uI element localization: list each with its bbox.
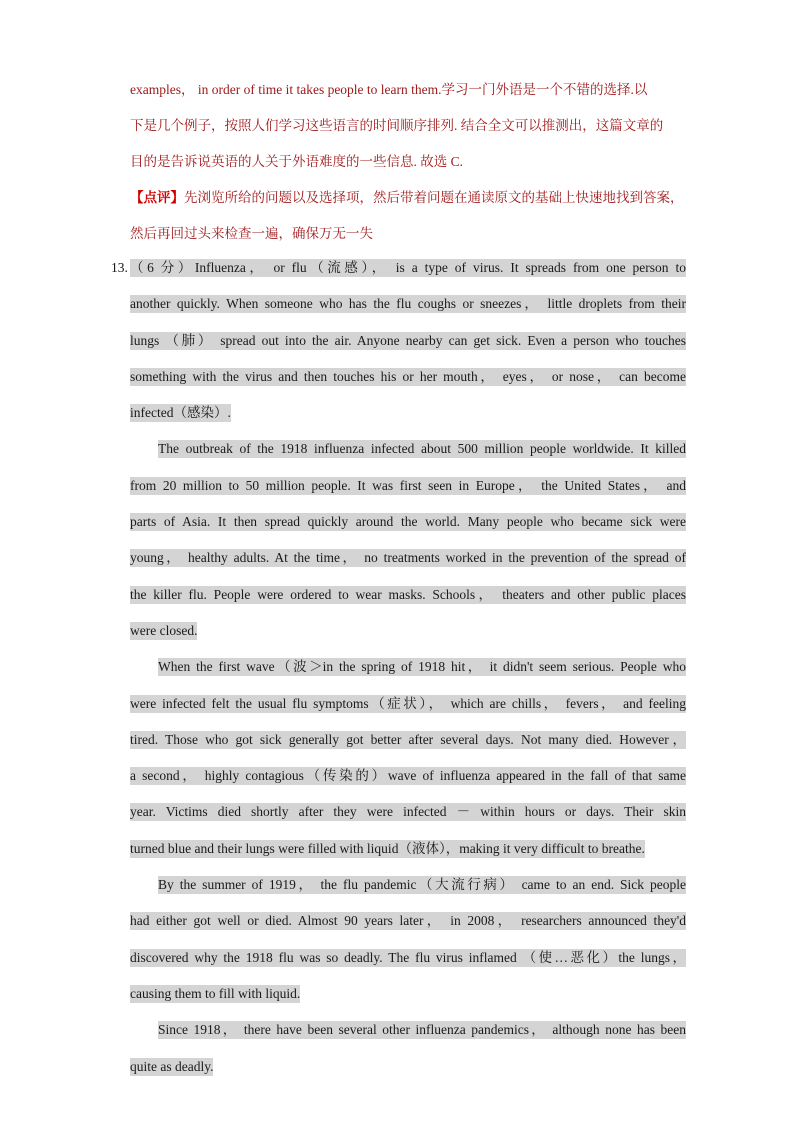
explanation-line-1: examples， in order of time it takes people to learn them.学习一门外语是一个不错的选择.以 xyxy=(130,82,648,97)
highlighted-text: year. Victims died shortly after they were infected － within hours or days. Their skin xyxy=(130,804,686,820)
passage-line xyxy=(130,468,686,504)
passage-line xyxy=(130,323,686,359)
highlighted-text: something with the virus and then touches his or her mouth， eyes， or nose， can become xyxy=(130,368,686,384)
highlighted-text: tired. Those who got sick generally got better after several days. Not many died. However， xyxy=(130,731,686,747)
passage-line xyxy=(130,504,686,540)
passage-line xyxy=(130,758,686,794)
answer-explanation xyxy=(130,72,690,252)
passage-line xyxy=(130,540,686,576)
highlighted-text: the killer flu. People were ordered to wear masks. Schools， theaters and other public places xyxy=(130,586,686,602)
comment-line-1 xyxy=(130,180,690,216)
passage-line xyxy=(130,1049,686,1085)
passage-line xyxy=(130,722,686,758)
highlighted-text: parts of Asia. It then spread quickly around the world. Many people who became sick were xyxy=(130,514,686,530)
passage-line xyxy=(130,649,686,685)
passage-line xyxy=(130,431,686,467)
passage-line xyxy=(130,976,686,1012)
passage-line xyxy=(130,686,686,722)
passage-line xyxy=(130,794,686,830)
comment-text-1: 先浏览所给的问题以及选择项，然后带着问题在通读原文的基础上快速地找到答案， xyxy=(184,190,684,205)
explanation-line-3: 目的是告诉说英语的人关于外语难度的一些信息. 故选 C. xyxy=(130,154,464,169)
highlighted-text: were infected felt the usual flu symptoms（症状）， which are chills， fevers， and feeling xyxy=(130,695,686,711)
highlighted-text: turned blue and their lungs were filled with liquid（液体），making it very difficult to breathe. xyxy=(130,840,645,856)
highlighted-text: were closed. xyxy=(130,622,198,638)
highlighted-text: Since 1918， there have been several other influenza pandemics， although none has been xyxy=(158,1022,686,1038)
comment-tag: 【点评】 xyxy=(130,190,184,205)
highlighted-text: another quickly. When someone who has the flu coughs or sneezes， little droplets from their xyxy=(130,296,686,312)
highlighted-text: young， healthy adults. At the time， no treatments worked in the prevention of the spread of xyxy=(130,550,686,566)
highlighted-text: （6 分）Influenza， or flu（流感）， is a type of virus. It spreads from one person to xyxy=(130,260,686,275)
passage-line xyxy=(130,613,686,649)
passage-line xyxy=(130,1012,686,1048)
highlighted-text: When the first wave（波＞in the spring of 1918 hit， it didn't seem serious. People who xyxy=(158,659,686,675)
highlighted-text: quite as deadly. xyxy=(130,1058,214,1074)
highlighted-text: from 20 million to 50 million people. It was first seen in Europe， the United States， and xyxy=(130,477,686,493)
passage-line xyxy=(130,831,686,867)
highlighted-text: causing them to fill with liquid. xyxy=(130,985,301,1001)
highlighted-text: a second， highly contagious（传染的）wave of influenza appeared in the fall of that same xyxy=(130,768,686,784)
highlighted-text: The outbreak of the 1918 influenza infected about 500 million people worldwide. It killed xyxy=(158,441,686,457)
comment-line-2: 然后再回过头来检查一遍，确保万无一失 xyxy=(130,226,373,241)
passage-line xyxy=(130,250,686,286)
passage-line xyxy=(130,577,686,613)
highlighted-text: infected（感染）. xyxy=(130,405,231,421)
highlighted-text: lungs （肺） spread out into the air. Anyone nearby can get sick. Even a person who touches xyxy=(130,332,686,348)
passage-line xyxy=(130,903,686,939)
highlighted-text: discovered why the 1918 flu was so deadly. The flu virus inflamed （使…恶化）the lungs， xyxy=(130,949,686,965)
passage-line xyxy=(130,867,686,903)
passage-line xyxy=(130,359,686,395)
explanation-line-2: 下是几个例子，按照人们学习这些语言的时间顺序排列. 结合全文可以推测出，这篇文章的 xyxy=(130,118,664,133)
question-number: 13. xyxy=(111,260,128,275)
highlighted-text: had either got well or died. Almost 90 years later， in 2008， researchers announced they'd xyxy=(130,913,686,929)
passage-line xyxy=(130,395,686,431)
passage-line xyxy=(130,286,686,322)
reading-passage xyxy=(130,250,686,1085)
highlighted-text: By the summer of 1919， the flu pandemic（大流行病） came to an end. Sick people xyxy=(158,877,686,893)
passage-line xyxy=(130,940,686,976)
